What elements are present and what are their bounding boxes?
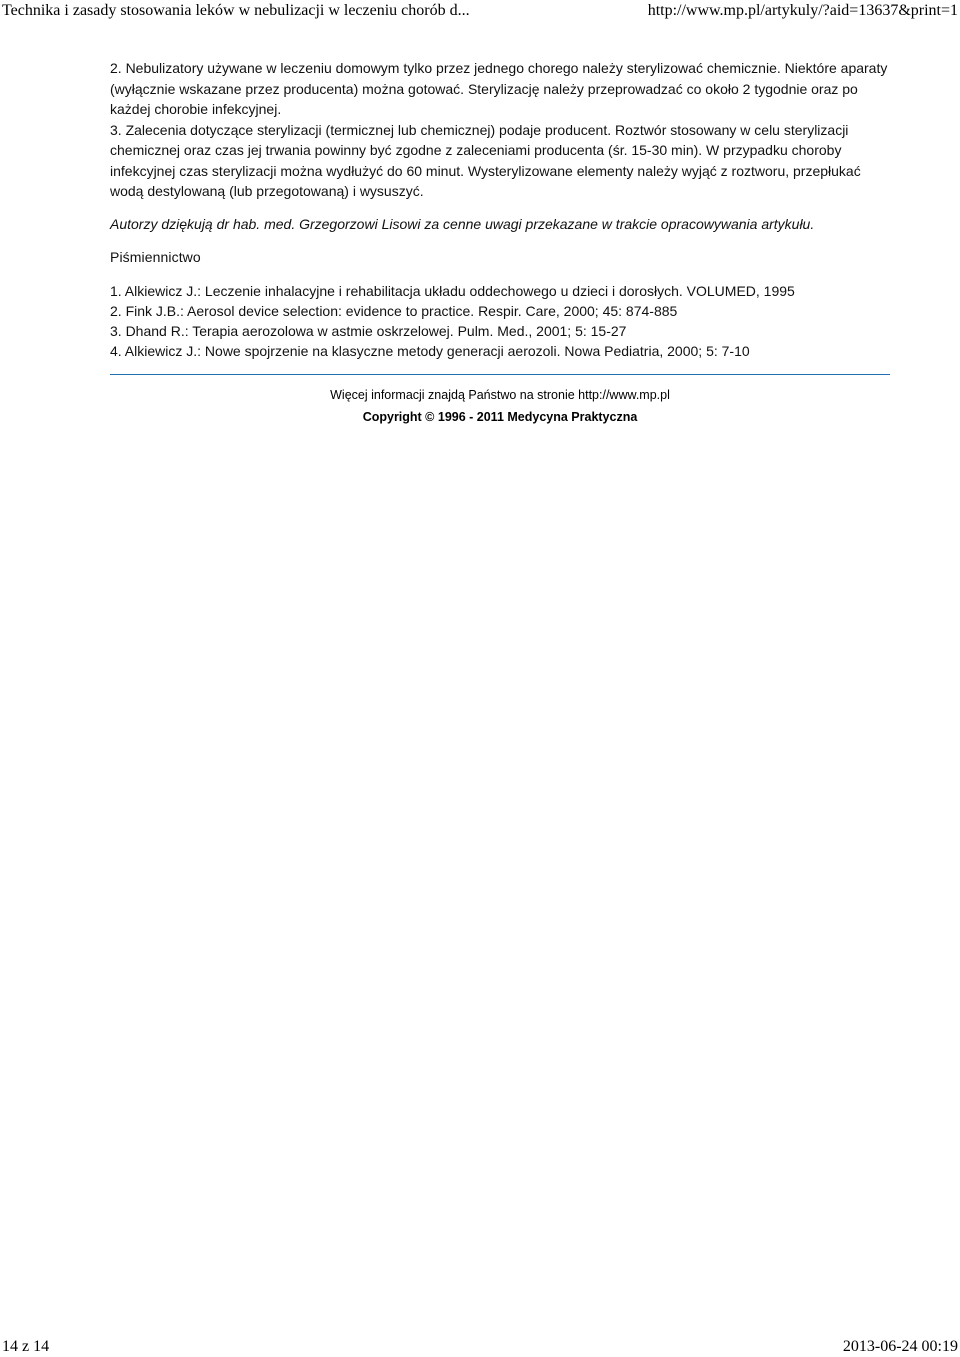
bibliography-heading: Piśmiennictwo: [110, 249, 201, 265]
acknowledgement: Autorzy dziękują dr hab. med. Grzegorzowi Lisowi za cenne uwagi przekazane w trakcie opracowywania artykułu.: [110, 215, 815, 232]
site-footer: [110, 386, 890, 426]
print-header: [0, 0, 960, 22]
paragraph-sterilization-home: 2. Nebulizatory używane w leczeniu domowym tylko przez jednego chorego należy sterylizować chemicznie. Niektóre aparaty (wyłącznie wskazane przez producenta) można gotować. Sterylizację należy przeprowadzać co około 2 tygodnie oraz po każdej chorobie infekcyjnej.: [110, 60, 888, 117]
copyright-text: Copyright © 1996 - 2011 Medycyna Praktyczna: [362, 410, 638, 424]
reference-item: 2. Fink J.B.: Aerosol device selection: evidence to practice. Respir. Care, 2000; 45: 874-885: [110, 302, 678, 319]
footer-divider: [110, 374, 890, 375]
more-info-text: Więcej informacji znajdą Państwo na stronie http://www.mp.pl: [330, 388, 670, 402]
page-number: 14 z 14: [2, 1338, 50, 1355]
page-title: Technika i zasady stosowania leków w nebulizacji w leczeniu chorób d...: [2, 2, 470, 19]
reference-list: [110, 281, 890, 362]
reference-item: 3. Dhand R.: Terapia aerozolowa w astmie oskrzelowej. Pulm. Med., 2001; 5: 15-27: [110, 323, 627, 340]
print-date: 2013-06-24 00:19: [842, 1338, 958, 1355]
print-footer: [0, 1337, 960, 1357]
paragraph-sterilization-recommendations: 3. Zalecenia dotyczące sterylizacji (termicznej lub chemicznej) podaje producent. Roztwór stosowany w celu sterylizacji chemicznej oraz czas jej trwania powinny być zgodne z zaleceniami producenta (śr. 15-30 min). W przypadku choroby infekcyjnej czas sterylizacji można wydłużyć do 60 minut. Wysterylizowane elementy należy wyjąć z roztworu, przepłukać wodą destylowaną (lub przegotowaną) i wysuszyć.: [110, 121, 861, 199]
reference-item: 1. Alkiewicz J.: Leczenie inhalacyjne i rehabilitacja układu oddechowego u dzieci i dorosłych. VOLUMED, 1995: [110, 282, 795, 299]
page-url: http://www.mp.pl/artykuly/?aid=13637&print=1: [647, 2, 958, 19]
reference-item: 4. Alkiewicz J.: Nowe spojrzenie na klasyczne metody generacji aerozoli. Nowa Pediatria, 2000; 5: 7-10: [110, 343, 750, 360]
article-content: [110, 58, 890, 362]
